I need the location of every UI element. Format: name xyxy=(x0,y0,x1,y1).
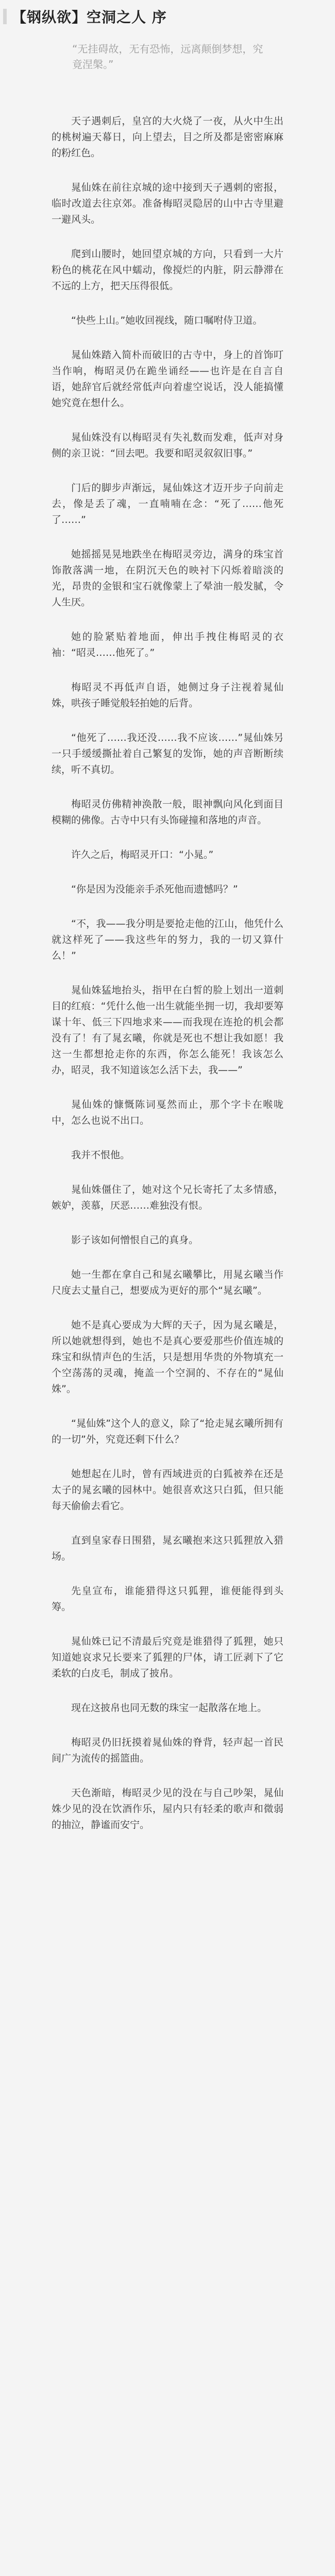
paragraph: 现在这披帛也同无数的珠宝一起散落在地上。 xyxy=(71,1702,267,1714)
paragraph: 晁仙姝僵住了，她对这个兄长寄托了太多情感，嫉妒，羡慕，厌恶……难独没有恨。 xyxy=(52,1184,283,1211)
article-body xyxy=(52,113,283,1852)
title-accent-bar xyxy=(3,9,7,24)
paragraph: 我并不恨他。 xyxy=(71,1149,130,1161)
paragraph: 影子该如何憎恨自己的真身。 xyxy=(71,1234,199,1246)
paragraph: 许久之后，梅昭灵开口：“小晁。” xyxy=(71,849,214,860)
paragraph: 她想起在儿时，曾有西域进贡的白狐被养在还是太子的晁玄曦的园林中。她很喜欢这只白狐，但只能每天偷偷去看它。 xyxy=(52,1468,283,1512)
title-bar xyxy=(0,0,335,33)
paragraph: 梅昭灵仿佛精神涣散一般，眼神飘向风化到面目模糊的佛像。古寺中只有头饰碰撞和落地的声音。 xyxy=(52,799,283,826)
paragraph: 直到皇家春日围猎，晁玄曦抱来这只狐狸放入猎场。 xyxy=(52,1535,283,1562)
paragraph: 她摇摇晃晃地跌坐在梅昭灵旁边，满身的珠宝首饰散落满一地，在阴沉天色的映衬下闪烁着暗淡的光，昂贵的金银和宝石就像蒙上了晕油一般发腻，令人生厌。 xyxy=(52,549,283,608)
paragraph: “晁仙姝”这个人的意义，除了“抢走晁玄曦所拥有的一切”外，究竟还剩下什么？ xyxy=(52,1418,283,1445)
paragraph: 她的脸紧贴着地面，伸出手拽住梅昭灵的衣袖：“昭灵……他死了。” xyxy=(52,631,283,658)
paragraph: 先皇宣布，谁能猎得这只狐狸，谁便能得到头筹。 xyxy=(52,1585,283,1613)
paragraph: 晁仙姝猛地抬头，指甲在白皙的脸上划出一道刺目的红痕：“凭什么他一出生就能坐拥一切，我却要筹谋十年、低三下四地求来——而我现在连抢的机会都没有了！有了晁玄曦，你就是死也不想让我如愿！我这一生都想抢走你的东西，你怎么能死！我该怎么办，昭灵，我不知道该怎么活下去，我——” xyxy=(52,985,283,1076)
paragraph: 她一生都在拿自己和晁玄曦攀比，用晁玄曦当作尺度去丈量自己，想要成为更好的那个“晁玄曦”。 xyxy=(52,1269,283,1296)
paragraph: 天色渐暗，梅昭灵少见的没在与自己吵架，晁仙姝少见的没在饮酒作乐，屋内只有轻柔的歌声和微弱的抽泣，静谧而安宁。 xyxy=(52,1787,283,1831)
paragraph: 爬到山腰时，她回望京城的方向，只看到一大片粉色的桃花在风中蠕动，像搅烂的内脏，阴云静滞在不远的上方，把天压得很低。 xyxy=(52,248,283,292)
paragraph: 晁仙姝没有以梅昭灵有失礼数而发难，低声对身侧的亲卫说：“回去吧。我要和昭灵叙叙旧事。” xyxy=(52,432,283,459)
article-title: 【钢纵欲】空洞之人 序 xyxy=(12,9,167,26)
paragraph: “快些上山。”她收回视线，随口嘱咐侍卫道。 xyxy=(71,315,263,326)
paragraph: 门后的脚步声渐远，晁仙姝这才迈开步子向前走去，像是丢了魂，一直喃喃在念：“死了……他死了……” xyxy=(52,482,283,526)
epigraph-quote: “无挂碍故，无有恐怖，远离颠倒梦想，究竟涅槃。” xyxy=(72,43,263,71)
paragraph: “不，我——我分明是要抢走他的江山，他凭什么就这样死了——我这些年的努力，我的一切又算什么！” xyxy=(52,918,283,961)
paragraph: 晁仙姝的慷慨陈词戛然而止，那个字卡在喉咙中，怎么也说不出口。 xyxy=(52,1099,283,1126)
paragraph: 她不是真心要成为大辉的天子，因为晁玄曦是，所以她就想得到，她也不是真心要爱那些价值连城的珠宝和纵情声色的生活，只是想用华贵的外物填充一个空荡荡的灵魂，掩盖一个空洞的、不存在的“晁仙姝”。 xyxy=(52,1319,283,1395)
paragraph: 晁仙姝在前往京城的途中接到天子遇刺的密报，临时改道去往京郊。准备梅昭灵隐居的山中古寺里避一避风头。 xyxy=(52,182,283,225)
paragraph: 天子遇刺后，皇宫的大火烧了一夜，从火中生出的桃树遍天幕日，向上望去，目之所及都是密密麻麻的粉红色。 xyxy=(52,115,283,159)
paragraph: “你是因为没能亲手杀死他而遗憾吗？” xyxy=(71,884,238,895)
paragraph: “他死了……我还没……我不应该……”晁仙姝另一只手缓缓撕扯着自己繁复的发饰，她的声音断断续续，听不真切。 xyxy=(52,732,283,775)
paragraph: 晁仙姝已记不清最后究竟是谁猎得了狐狸，她只知道她哀求兄长要来了狐狸的尸体，请工匠剥下了它柔软的白皮毛，制成了披帛。 xyxy=(52,1636,283,1679)
paragraph: 梅昭灵不再低声自语，她侧过身子注视着晁仙姝，哄孩子睡觉般轻拍她的后背。 xyxy=(52,682,283,709)
paragraph: 梅昭灵仍旧抚摸着晁仙姝的脊背，轻声起一首民间广为流传的摇篮曲。 xyxy=(52,1737,283,1764)
paragraph: 晁仙姝踏入简朴而破旧的古寺中，身上的首饰叮当作响，梅昭灵仍在跪坐诵经——也许是在自言自语，她辞官后就经常低声向着虚空说话，没人能搞懂她究竟在想什么。 xyxy=(52,349,283,409)
